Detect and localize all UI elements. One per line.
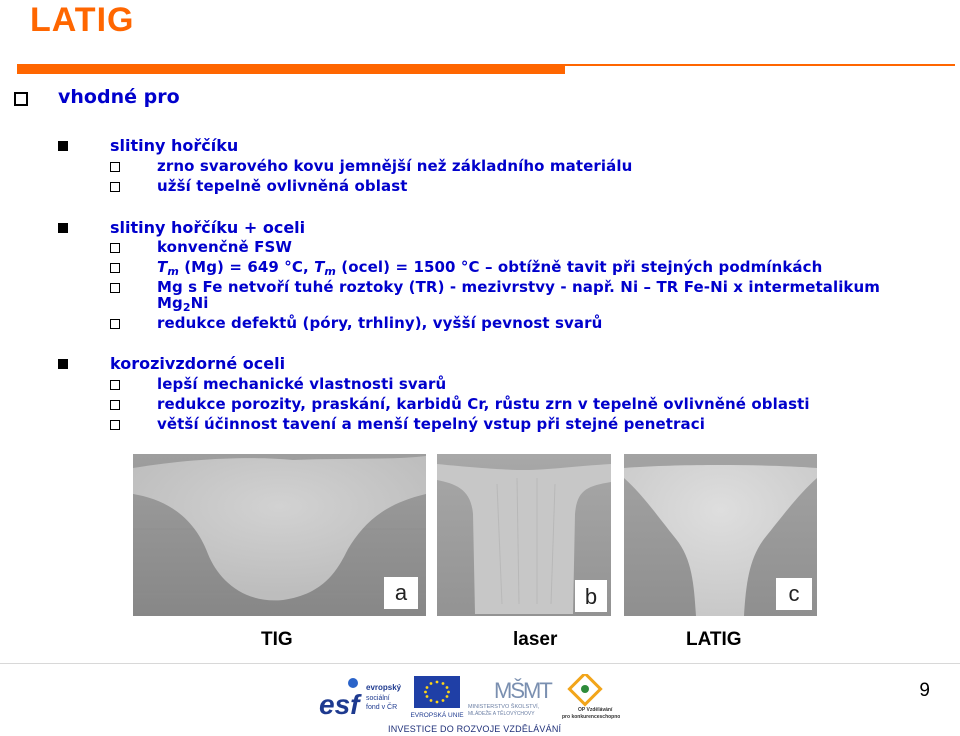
esf-line-2: sociální: [366, 695, 390, 702]
subscript-m: m: [324, 265, 336, 278]
hollow-square-bullet-icon: [110, 182, 120, 192]
panel-letter-b: b: [584, 584, 598, 609]
text-fragment: Mg: [157, 294, 183, 312]
hollow-square-bullet-icon: [110, 243, 120, 253]
weld-cross-section-tig-photo: [133, 454, 426, 616]
weld-cross-section-laser-photo: [437, 454, 611, 616]
title-underline-bar: [17, 64, 565, 74]
hollow-square-bullet-icon: [110, 162, 120, 172]
list-item: Mg s Fe netvoří tuhé roztoky (TR) - mezivrstvy - např. Ni – TR Fe-Ni x intermetalikum: [157, 278, 881, 296]
caption-tig: TIG: [261, 629, 293, 650]
hollow-square-bullet-icon: [110, 380, 120, 390]
panel-letter-c: c: [788, 581, 800, 606]
esf-line-1: evropský: [366, 683, 402, 692]
solid-square-bullet-icon: [58, 141, 68, 151]
slide-title: LATIG: [30, 1, 135, 39]
list-item: lepší mechanické vlastnosti svarů: [157, 375, 447, 393]
symbol-t: T: [157, 258, 168, 276]
hollow-square-bullet-icon: [14, 92, 28, 106]
eu-flag-logo: [410, 676, 464, 719]
list-item: užší tepelně ovlivněná oblast: [157, 177, 408, 195]
list-item-continuation: [157, 294, 209, 314]
list-item: zrno svarového kovu jemnější než základního materiálu: [157, 157, 633, 175]
msmt-line-2: MLÁDEŽE A TĚLOVÝCHOVY: [468, 711, 535, 717]
eu-label: EVROPSKÁ UNIE: [410, 712, 464, 719]
esf-line-3: fond v ČR: [366, 704, 398, 711]
solid-square-bullet-icon: [58, 359, 68, 369]
hollow-square-bullet-icon: [110, 400, 120, 410]
hollow-square-bullet-icon: [110, 283, 120, 293]
funding-logos: [318, 674, 620, 722]
svg-text:MŠMT: MŠMT: [494, 678, 551, 703]
hollow-square-bullet-icon: [110, 420, 120, 430]
op-vk-logo: [562, 674, 620, 720]
list-item-melting-temperatures: [157, 258, 822, 278]
hollow-square-bullet-icon: [110, 263, 120, 273]
caption-latig: LATIG: [686, 629, 742, 650]
list-item: větší účinnost tavení a menší tepelný vstup při stejné penetraci: [157, 415, 705, 433]
caption-laser: laser: [513, 629, 558, 650]
page-number: 9: [919, 680, 930, 701]
group-label-magnesium: slitiny hořčíku: [110, 136, 239, 155]
op-line-2: pro konkurenceschopnost: [562, 714, 620, 720]
panel-letter-a: a: [394, 580, 408, 605]
op-line-1: OP Vzdělávání: [578, 707, 613, 713]
text-fragment: Ni: [190, 294, 209, 312]
subscript-2: 2: [182, 301, 191, 314]
symbol-t: T: [314, 258, 325, 276]
list-item: konvenčně FSW: [157, 238, 293, 256]
list-item: redukce porozity, praskání, karbidů Cr, růstu zrn v tepelně ovlivněné oblasti: [157, 395, 810, 413]
msmt-line-1: MINISTERSTVO ŠKOLSTVÍ,: [468, 704, 540, 710]
title-underline-rule: [565, 64, 955, 66]
text-fragment: (ocel) = 1500 °C – obtížně tavit při stejných podmínkách: [335, 258, 823, 276]
list-item: redukce defektů (póry, trhliny), vyšší pevnost svarů: [157, 314, 603, 332]
group-label-stainless-steel: korozivzdorné oceli: [110, 354, 286, 373]
investment-slogan: INVESTICE DO ROZVOJE VZDĚLÁVÁNÍ: [388, 724, 562, 734]
text-fragment: (Mg) = 649 °C,: [178, 258, 315, 276]
esf-wordmark: esf: [319, 689, 360, 720]
hollow-square-bullet-icon: [110, 319, 120, 329]
esf-logo: [318, 676, 402, 720]
section-heading: vhodné pro: [58, 86, 180, 108]
group-label-magnesium-steel: slitiny hořčíku + oceli: [110, 218, 306, 237]
solid-square-bullet-icon: [58, 223, 68, 233]
footer-divider: [0, 663, 960, 664]
msmt-logo: [468, 678, 552, 717]
weld-cross-section-latig-photo: [624, 454, 817, 616]
subscript-m: m: [167, 265, 179, 278]
